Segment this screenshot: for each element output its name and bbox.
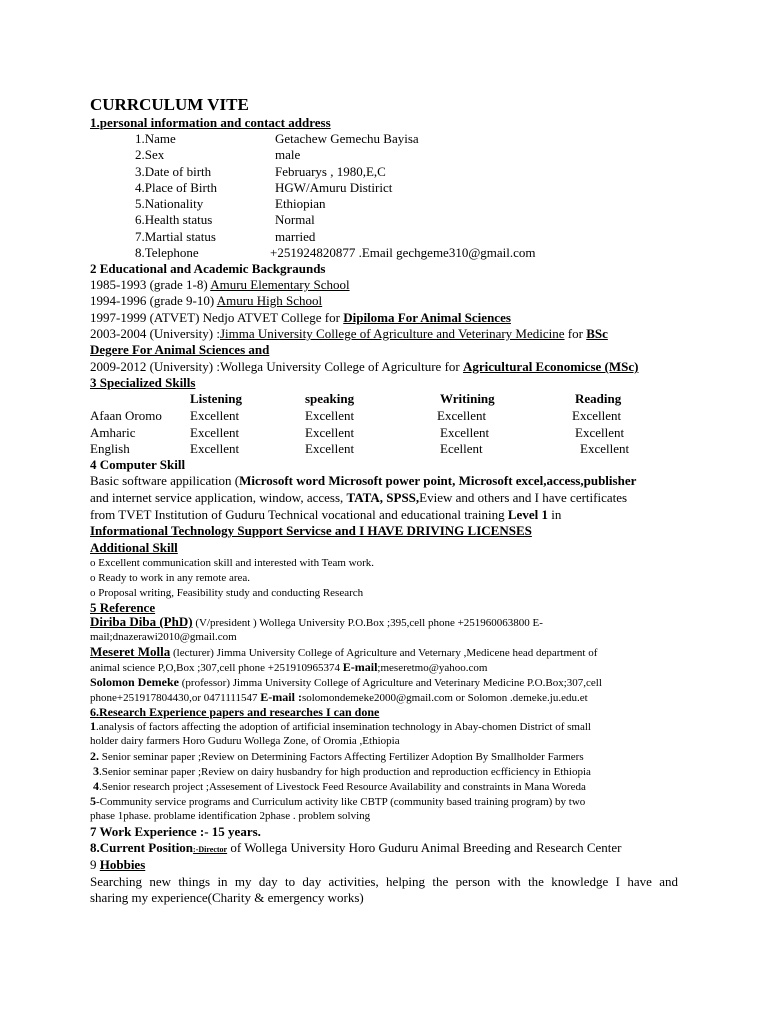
- research-item-4: [93, 779, 586, 794]
- telephone-label: 8.Telephone: [135, 245, 199, 260]
- header-reading: Reading: [575, 391, 622, 406]
- it-support-license: Informational Technology Support Servicse and I HAVE DRIVING LICENSES: [90, 523, 532, 538]
- computer-skill-text: Basic software appilication (: [90, 473, 240, 488]
- skill-value: Excellent: [575, 425, 625, 440]
- research-item-2: [90, 749, 584, 764]
- elementary-school: Amuru Elementary School: [210, 277, 350, 292]
- header-speaking: speaking: [305, 391, 355, 406]
- item-number: 3: [93, 764, 99, 778]
- sex-value: male: [275, 147, 301, 162]
- computer-skill-text: in: [547, 507, 562, 522]
- email-label: E-mail: [342, 660, 378, 674]
- current-position-text: of Wollega University Horo Guduru Animal Breeding and Research Center: [227, 840, 622, 855]
- reference-1-email: mail;dnazerawi2010@gmail.com: [90, 631, 237, 643]
- reference-details: (professor) Jimma University College of Agriculture and Veterinary Medicine P.O.Box;307,cell: [179, 677, 602, 689]
- skill-value: Excellent: [305, 408, 355, 423]
- skill-value: Excellent: [190, 441, 240, 456]
- bsc-label: BSc: [586, 326, 608, 341]
- reference-details: (V/president ) Wollega University P.O.Box ;395,cell phone +251960063800 E-: [192, 617, 543, 629]
- reference-details: phone+251917804430,or 0471111547: [90, 692, 261, 704]
- language-name: Afaan Oromo: [90, 408, 162, 423]
- stats-software: TATA, SPSS,: [346, 490, 420, 505]
- health-label: 6.Health status: [135, 212, 213, 227]
- research-heading: 6.Research Experience papers and researches I can done: [90, 705, 380, 719]
- education-line-4: [90, 326, 608, 342]
- telephone-value: +251924820877 .Email gechgeme310@gmail.com: [270, 245, 536, 260]
- education-line-2: [90, 293, 322, 309]
- document-title: CURRCULUM VITE: [90, 95, 249, 114]
- hobbies-heading-line: [90, 857, 145, 873]
- research-item-1-cont: holder dairy farmers Horo Guduru Wollega Zone, of Oromia ,Ethiopia: [90, 735, 400, 747]
- education-line-3: [90, 310, 511, 326]
- research-text: -Community service programs and Curriculum activity like CBTP (community based training program) by two: [96, 796, 586, 808]
- computer-skill-line-3: [90, 507, 561, 523]
- health-value: Normal: [275, 212, 315, 227]
- reference-details: animal science P,O,Box ;307,cell phone +251910965374: [90, 662, 343, 674]
- skill-value: Excellent: [572, 408, 622, 423]
- research-item-1: [90, 719, 591, 734]
- diploma-title: Dipiloma For Animal Sciences: [343, 310, 511, 325]
- hobbies-text-1: Searching new things in my day to day activities, helping the person with the knowledge I have and: [90, 874, 678, 889]
- reference-3: [90, 675, 602, 690]
- skill-value: Excellent: [190, 408, 240, 423]
- item-number: 1: [90, 719, 96, 733]
- high-school: Amuru High School: [216, 293, 323, 308]
- reference-name: Diriba Diba (PhD): [90, 614, 193, 629]
- education-heading: 2 Educational and Academic Backgraunds: [90, 261, 326, 276]
- additional-skill-heading: Additional Skill: [90, 540, 178, 555]
- research-text: .Senior research project ;Assesement of Livestock Feed Resource Availability and constraints in Mana Woreda: [99, 781, 586, 793]
- reference-email: ;meseretmo@yahoo.com: [377, 662, 488, 674]
- additional-skill-item: o Ready to work in any remote area.: [90, 572, 251, 584]
- msc-degree: Agricultural Economicse (MSc): [462, 359, 639, 374]
- education-years: 1997-1999 (ATVET) Nedjo ATVET College for: [90, 310, 344, 325]
- education-line-6: [90, 359, 638, 375]
- item-number: 2.: [90, 749, 99, 763]
- skill-value: Excellent: [580, 441, 630, 456]
- education-connector: for: [564, 326, 587, 341]
- computer-skill-heading: 4 Computer Skill: [90, 457, 186, 472]
- bsc-degree: Degere For Animal Sciences and: [90, 342, 270, 357]
- education-years: 2009-2012 (University) :Wollega University College of Agriculture for: [90, 359, 463, 374]
- university-name: Jimma University College of Agriculture and Veterinary Medicine: [219, 326, 565, 341]
- reference-name: Meseret Molla: [90, 644, 171, 659]
- dob-value: Februarys , 1980,E,C: [275, 164, 386, 179]
- language-name: English: [90, 441, 130, 456]
- current-position-label: 8.Current Position: [90, 840, 194, 855]
- research-item-5: [90, 794, 585, 809]
- computer-skill-text: and internet service application, window, access,: [90, 490, 347, 505]
- reference-2: [90, 645, 597, 660]
- hobbies-number: 9: [90, 857, 100, 872]
- computer-skill-text: from TVET Institution of Guduru Technical vocational and educational training: [90, 507, 508, 522]
- research-text: Senior seminar paper ;Review on Determining Factors Affecting Fertilizer Adoption By Smallholder Farmers: [99, 751, 584, 763]
- birthplace-label: 4.Place of Birth: [135, 180, 217, 195]
- sex-label: 2.Sex: [135, 147, 165, 162]
- research-item-5-cont: phase 1phase. problame identification 2phase . problem solving: [90, 810, 371, 822]
- computer-skill-line-2: [90, 490, 627, 506]
- reference-2-contact: [90, 660, 487, 675]
- education-years: 1985-1993 (grade 1-8): [90, 277, 211, 292]
- level-label: Level 1: [507, 507, 548, 522]
- name-value: Getachew Gemechu Bayisa: [275, 131, 419, 146]
- research-text: .Senior seminar paper ;Review on dairy husbandry for high production and reproduction ecfficiency in Ethiopia: [99, 766, 591, 778]
- work-experience: 7 Work Experience :- 15 years.: [90, 824, 261, 839]
- skill-value: Excellent: [305, 425, 355, 440]
- education-years: 2003-2004 (University) :: [90, 326, 220, 341]
- header-writing: Writining: [440, 391, 495, 406]
- hobbies-heading: Hobbies: [99, 857, 146, 872]
- skill-value: Excellent: [440, 425, 490, 440]
- hobbies-text-2: sharing my experience(Charity & emergency works): [90, 890, 364, 905]
- personal-info-heading: 1.personal information and contact address: [90, 115, 331, 130]
- reference-1: [90, 615, 543, 630]
- skill-value: Excellent: [190, 425, 240, 440]
- additional-skill-item: o Proposal writing, Feasibility study and conducting Research: [90, 587, 364, 599]
- computer-skill-text: Eview and others and I have certificates: [419, 490, 628, 505]
- birthplace-value: HGW/Amuru Distirict: [275, 180, 393, 195]
- research-text: .analysis of factors affecting the adoption of artificial insemination technology in Abay-chomen District of small: [96, 721, 591, 733]
- reference-heading: 5 Reference: [90, 600, 156, 615]
- software-list: Microsoft word Microsoft power point, Microsoft excel,access,publisher: [239, 473, 637, 488]
- current-position: [90, 840, 622, 858]
- dob-label: 3.Date of birth: [135, 164, 212, 179]
- marital-value: married: [275, 229, 316, 244]
- nationality-value: Ethiopian: [275, 196, 326, 211]
- item-number: 4: [93, 779, 99, 793]
- reference-email: solomondemeke2000@gmail.com or Solomon .demeke.ju.edu.et: [301, 692, 588, 704]
- header-listening: Listening: [190, 391, 243, 406]
- computer-skill-line-1: [90, 473, 636, 489]
- nationality-label: 5.Nationality: [135, 196, 204, 211]
- skill-value: Ecellent: [440, 441, 483, 456]
- email-label: E-mail :: [260, 690, 302, 704]
- item-number: 5: [90, 794, 96, 808]
- name-label: 1.Name: [135, 131, 176, 146]
- director-label: :-Director: [193, 845, 228, 854]
- skill-value: Excellent: [305, 441, 355, 456]
- skills-heading: 3 Specialized Skills: [90, 375, 196, 390]
- language-name: Amharic: [90, 425, 136, 440]
- education-years: 1994-1996 (grade 9-10): [90, 293, 217, 308]
- education-line-1: [90, 277, 350, 293]
- research-item-3: [93, 764, 591, 779]
- reference-name: Solomon Demeke: [90, 675, 179, 689]
- reference-details: (lecturer) Jimma University College of Agriculture and Veternary ,Medicene head department of: [170, 647, 598, 659]
- marital-label: 7.Martial status: [135, 229, 216, 244]
- skill-value: Excellent: [437, 408, 487, 423]
- additional-skill-item: o Excellent communication skill and interested with Team work.: [90, 557, 375, 569]
- reference-3-contact: [90, 690, 588, 705]
